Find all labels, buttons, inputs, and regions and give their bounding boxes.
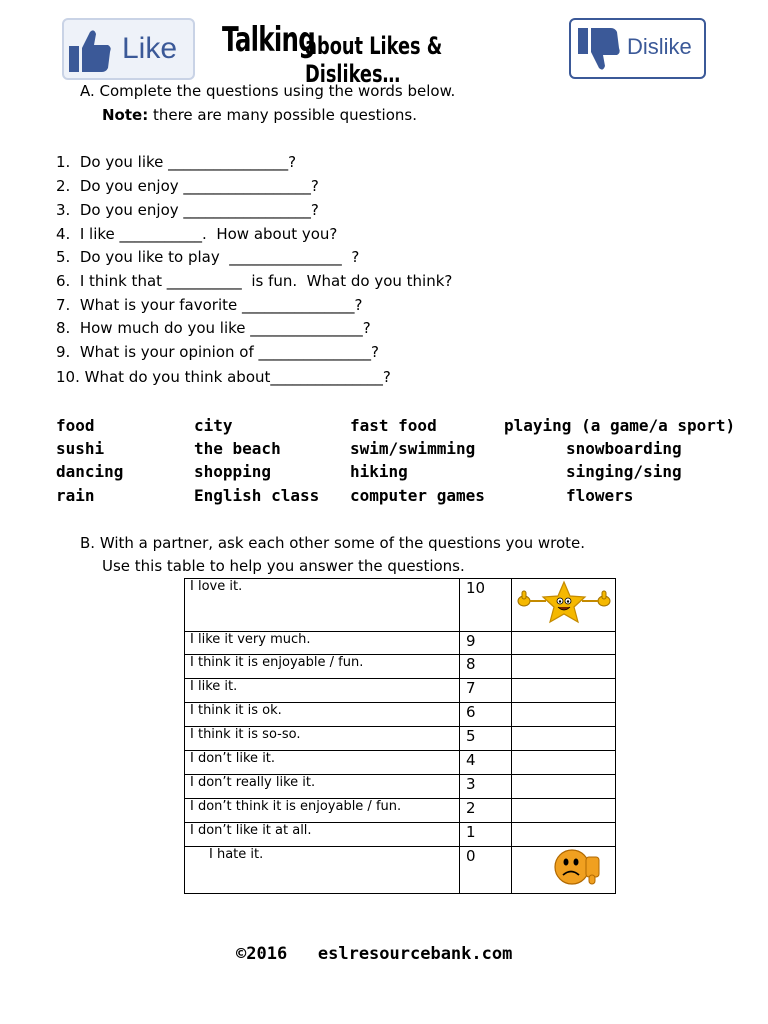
- word-item: computer games: [350, 486, 485, 505]
- dislike-label: Dislike: [627, 34, 692, 59]
- word-item: fast food: [350, 416, 437, 435]
- rating-phrase: I think it is so-so.: [185, 727, 460, 751]
- dislike-button-graphic: [569, 18, 706, 79]
- word-item: sushi: [56, 439, 105, 458]
- rating-score: 2: [460, 799, 512, 823]
- section-a-instruction: A. Complete the questions using the words below.: [80, 82, 456, 100]
- question-3: 3. Do you enjoy _________________?: [56, 201, 319, 219]
- rating-phrase: I think it is enjoyable / fun.: [185, 655, 460, 679]
- word-item: swim/swimming: [350, 439, 476, 458]
- note-text: there are many possible questions.: [148, 106, 417, 124]
- word-item: rain: [56, 486, 95, 505]
- rating-score: 10: [460, 579, 512, 632]
- rating-phrase: I don’t really like it.: [185, 775, 460, 799]
- rating-icon-cell: [512, 579, 616, 632]
- table-row: [185, 847, 616, 894]
- question-9: 9. What is your opinion of _______________?: [56, 343, 379, 361]
- word-item: playing (a game/a sport): [504, 416, 736, 435]
- table-row: [185, 703, 616, 727]
- word-item: flowers: [566, 486, 634, 505]
- rating-icon-cell: [512, 847, 616, 894]
- question-10: 10. What do you think about_______________?: [56, 368, 391, 386]
- page-title: [222, 18, 562, 88]
- rating-score: 1: [460, 823, 512, 847]
- title-part1: Talking: [222, 20, 316, 60]
- table-row: [185, 655, 616, 679]
- copyright-footer: ©2016 eslresourcebank.com: [236, 944, 513, 964]
- sad-thumbs-down-icon: [512, 847, 615, 889]
- question-2: 2. Do you enjoy _________________?: [56, 177, 319, 195]
- section-b-line1: B. With a partner, ask each other some of the questions you wrote.: [80, 534, 586, 552]
- question-7: 7. What is your favorite _______________?: [56, 296, 363, 314]
- table-row: [185, 579, 616, 632]
- rating-phrase: I hate it.: [185, 847, 460, 894]
- rating-phrase: I like it.: [185, 679, 460, 703]
- rating-table: [184, 578, 616, 894]
- table-row: [185, 727, 616, 751]
- word-item: city: [194, 416, 233, 435]
- rating-score: 6: [460, 703, 512, 727]
- word-item: singing/sing: [566, 462, 682, 481]
- rating-phrase: I like it very much.: [185, 632, 460, 655]
- table-row: [185, 632, 616, 655]
- like-button-graphic: [62, 18, 195, 80]
- word-item: English class: [194, 486, 320, 505]
- rating-score: 8: [460, 655, 512, 679]
- question-8: 8. How much do you like _______________?: [56, 319, 371, 337]
- rating-score: 5: [460, 727, 512, 751]
- table-row: [185, 751, 616, 775]
- rating-score: 3: [460, 775, 512, 799]
- rating-phrase: I don’t like it at all.: [185, 823, 460, 847]
- title-part2: about Likes & Dislikes…: [305, 32, 443, 88]
- note-label: Note:: [102, 106, 149, 124]
- word-item: hiking: [350, 462, 408, 481]
- table-row: [185, 823, 616, 847]
- thumbs-down-icon: [577, 26, 621, 74]
- question-5: 5. Do you like to play _______________ ?: [56, 248, 360, 266]
- like-label: Like: [122, 32, 178, 65]
- table-row: [185, 799, 616, 823]
- rating-score: 0: [460, 847, 512, 894]
- word-item: snowboarding: [566, 439, 682, 458]
- question-1: 1. Do you like ________________?: [56, 153, 297, 171]
- rating-phrase: I think it is ok.: [185, 703, 460, 727]
- word-item: the beach: [194, 439, 281, 458]
- table-row: [185, 775, 616, 799]
- thumbs-up-icon: [68, 26, 112, 74]
- word-item: dancing: [56, 462, 124, 481]
- rating-phrase: I don’t like it.: [185, 751, 460, 775]
- rating-score: 7: [460, 679, 512, 703]
- table-row: [185, 679, 616, 703]
- question-6: 6. I think that __________ is fun. What do you think?: [56, 272, 453, 290]
- section-a-note: [102, 106, 417, 124]
- rating-score: 4: [460, 751, 512, 775]
- word-item: shopping: [194, 462, 272, 481]
- rating-phrase: I love it.: [185, 579, 460, 632]
- rating-score: 9: [460, 632, 512, 655]
- section-b-line2: Use this table to help you answer the questions.: [102, 557, 465, 575]
- star-thumbs-up-icon: [512, 579, 615, 627]
- question-4: 4. I like ___________. How about you?: [56, 225, 338, 243]
- rating-phrase: I don’t think it is enjoyable / fun.: [185, 799, 460, 823]
- word-item: food: [56, 416, 95, 435]
